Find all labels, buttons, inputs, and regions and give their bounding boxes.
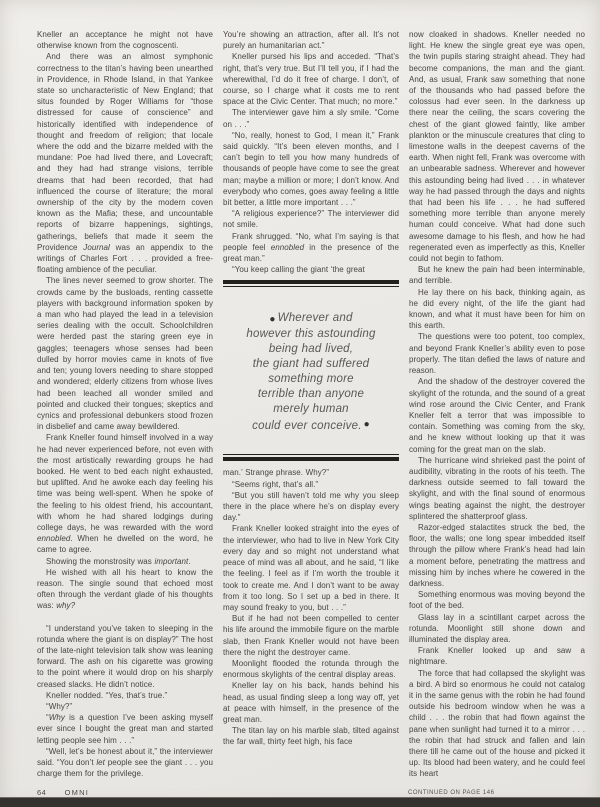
paragraph: “Seems right, that’s all.” — [232, 479, 319, 489]
paragraph: Kneller nodded. “Yes, that’s true.” — [46, 690, 168, 700]
paragraph: “Well, let’s be honest about it,” the interviewer said. “You don’t let people see the giant . . . you charge them for the privilege. — [37, 746, 213, 779]
pull-quote-line: being had lived, — [268, 343, 354, 356]
paragraph: And the shadow of the destroyer covered the skylight of the rotunda, and the sound of a great wind rose around the Civic Center, and Frank Kneller felt a terror that was impossible to contain. Something was coming from the sky, and he knew without looking up that it was coming for the great man on the slab. — [409, 377, 585, 454]
paragraph: Kneller lay on his back, hands behind his head, as usual finding sleep a long way off, yet at peace with himself, in the presence of the great man. — [223, 681, 399, 724]
pull-quote-line: merely human — [273, 403, 349, 416]
paragraph: Kneller an acceptance he might not have otherwise known from the cognoscenti. — [37, 30, 213, 51]
open-quote-mark: ● — [269, 314, 276, 326]
column-2-upper-text — [223, 29, 399, 275]
paragraph: The questions were too potent, too complex, and beyond Frank Kneller’s ability even to pose properly. The titan defied the laws of nature and reason. — [409, 332, 585, 376]
pull-quote-line: however this astounding — [246, 328, 376, 341]
scan-edge-band — [0, 797, 600, 807]
text-columns — [37, 29, 585, 793]
pull-quote — [223, 280, 399, 461]
paragraph: “But you still haven’t told me why you sleep there in the place where he’s on display every day.” — [223, 490, 399, 523]
paragraph: Showing the monstrosity was important. — [46, 556, 191, 566]
paragraph: Frank shrugged. “No, what I’m saying is that people feel ennobled in the presence of the great man.” — [223, 231, 399, 264]
magazine-brand: OMNI — [64, 788, 90, 797]
pull-quote-top-rule — [223, 280, 399, 287]
paragraph: “A religious experience?” The interviewer did not smile. — [223, 209, 399, 230]
paragraph: But he knew the pain had been interminable, and terrible. — [409, 265, 585, 286]
paragraph: now cloaked in shadows. Kneller needed no light. He knew the single great eye was open, the twin pupils staring straight ahead. They had become companions, the man and the giant. And, as usual, Frank saw something that none of the thousands who had passed before the colossus had ever seen. In the darkness up there near the ceiling, the scars covering the chest of the giant glowed faintly, like amber plankton or the minuscule creatures that cling to limestone walls in the deepest caverns of the earth. When night fell, Frank was overcome with an unbearable sadness. Wherever and however this astounding being had lived . . . in whatever way he had passed through the days and nights that had been his life . . . he had suffered something more terrible than anyone merely human could conceive. What had done such awesome damage to his flesh, and how he had regenerated even as imperfectly as this, Kneller could not begin to fathom. — [409, 30, 585, 264]
paragraph: Frank Kneller looked up and saw a nightmare. — [409, 646, 585, 667]
pull-quote-line: could ever conceive. ● — [252, 419, 370, 433]
column-2 — [223, 29, 399, 793]
paragraph: “I understand you’ve taken to sleeping in the rotunda where the giant is on display?” The host of the late-night television talk show was leaning forward. The ash on his cigarette was growing to the point where it would drop on his sharply creased slacks. He didn’t notice. — [37, 623, 213, 689]
paragraph: The interviewer gave him a sly smile. “Come on . . .” — [223, 108, 399, 129]
paragraph: man.’ Strange phrase. Why?” — [223, 468, 329, 478]
paragraph: Razor-edged stalactites struck the bed, the floor, the walls; one long spear imbedded itself through the pillow where Frank’s head had lain a moment before, penetrating the mattress and missing him by inches where he cowered in the darkness. — [409, 522, 585, 588]
paragraph: “Why?” — [46, 701, 73, 711]
pull-quote-line: the giant had suffered — [252, 358, 370, 371]
page-footer — [37, 788, 89, 797]
paragraph: Moonlight flooded the rotunda through the enormous skylights of the central display areas. — [223, 658, 399, 680]
paragraph: The lines never seemed to grow shorter. The crowds came by the busloads, renting cassette players with background information spoken by a man who had played the lead in a television series dealing with the occult. Schoolchildren were herded past the staring green eye in gaggles; teenagers whose senses had been dulled by horror movies came in knots of five and ten; young lovers needing to share stopped and wondered; elderly citizens from whose lives had been leached all wonder smiled and pointed and clucked their tongues; skeptics and cynics and professional debunkers stood frozen in disbelief and came away bewildered. — [37, 276, 213, 432]
close-quote-mark: ● — [363, 419, 370, 431]
continued-note: CONTINUED ON PAGE 146 — [408, 790, 495, 796]
pull-quote-line: terrible than anyone — [257, 388, 365, 401]
paragraph: “You keep calling the giant ‘the great — [232, 265, 365, 275]
paragraph: The force that had collapsed the skylight was a bird. A bird so enormous he could not catalog it in the same genus with the robin he had found outside his bedroom window when he was a child . . . the robin that had flown against the pane when sunlight had turned it to a mirror . . . the robin that had struck and fallen and lain there till he came out of the house and picked it up. Its blood had been watery, and he could feel its heart — [409, 668, 585, 779]
pull-quote-text — [223, 287, 399, 454]
paragraph: Frank Kneller looked straight into the eyes of the interviewer, who had to live in New York City every day and so might not understand what peace of mind was all about, and he said, “I like the feeling. I feel as if I’m worth the trouble it took to create me. And I don’t want to be away from it too long. So I set up a bed in there. It may sound freaky to you, but . . .” — [223, 524, 399, 612]
paragraph: He lay there on his back, thinking again, as he did every night, of the life the giant had known, and what it must have been for him on this earth. — [409, 287, 585, 331]
paragraph: And there was an almost symphonic correctness to the titan’s having been unearthed in Providence, in Rhode Island, in that Yankee state so uncharacteristic of New England; that situs founded by Roger Williams for “those distressed for cause of conscience” and historically identified with independence of thought and freedom of religion; that locale where the odd and the bizarre melded with the mundane: Poe had lived there, and Lovecraft; and they had had strange visions, terrible dreams that had been recorded, that had influenced the course of literature; the moral ownership of the city by the modern coven known as the Mafia; these, and uncountable reports of bizarre happenings, sightings, gatherings, beliefs that made it seem the Providence Journal was an appendix to the writings of Charles Fort . . . provided a free-floating ambience of the peculiar. — [37, 52, 213, 275]
column-2-lower-text — [223, 467, 399, 747]
pull-quote-bottom-rule — [223, 454, 399, 461]
paragraph: “Why is a question I’ve been asking myself ever since I bought the great man and started letting people see him . . .” — [37, 713, 213, 745]
paragraph: Glass lay in a scintillant carpet across the rotunda. Moonlight still shone down and illuminated the display area. — [409, 612, 585, 644]
paragraph: But if he had not been compelled to center his life around the immobile figure on the marble slab, then Frank Kneller would not have been there the night the destroyer came. — [223, 614, 399, 657]
paragraph: Kneller pursed his lips and acceded. “That’s right, that’s very true. But I’ll tell you, if I had the wherewithal, I’d do it free of charge. I don’t, of course, so I charge what it costs me to rent space at the Civic Center. That much; no more.” — [223, 52, 399, 107]
paragraph: The hurricane wind shrieked past the point of audibility, vibrating in the roots of his teeth. The darkness outside seemed to fall toward the skylight, and with the final sound of enormous wings beating against the night, the destroyer splintered the shatterproof glass. — [409, 455, 585, 521]
paragraph: “No, really, honest to God, I mean it,” Frank said quickly. “It’s been eleven months, and I can’t begin to tell you how many hundreds of thousands of people have come to see the great man; maybe a million or more; I don’t know. And everybody who comes, goes away feeling a little bit better, a little more important . . .” — [223, 130, 399, 208]
column-1 — [37, 29, 213, 793]
paragraph: You’re showing an attraction, after all. It’s not purely an humanitarian act.” — [223, 30, 399, 51]
page-number: 64 — [37, 788, 47, 797]
paragraph: Frank Kneller found himself involved in a way he had never experienced before, not even with the most artistically rewarding groups he had booked. He went to bed each night exhausted, but uplifted. And he awoke each day feeling his time was being well-spent. When he spoke of the feeling to his oldest friend, his accountant, with whom he had shared lodgings during college days, he was rewarded with the word ennobled. When he dwelled on the word, he came to agree. — [37, 433, 213, 555]
pull-quote-line: something more — [268, 373, 354, 386]
paragraph: Something enormous was moving beyond the foot of the bed. — [409, 590, 585, 611]
column-3 — [409, 29, 585, 793]
pull-quote-line: ● Wherever and — [269, 312, 353, 326]
paragraph: The titan lay on his marble slab, tilted against the far wall, thirty feet high, his face — [223, 726, 399, 747]
paragraph: He wished with all his heart to know the reason. The single sound that echoed most often through the verdant glade of his thoughts was: why? — [37, 567, 213, 611]
